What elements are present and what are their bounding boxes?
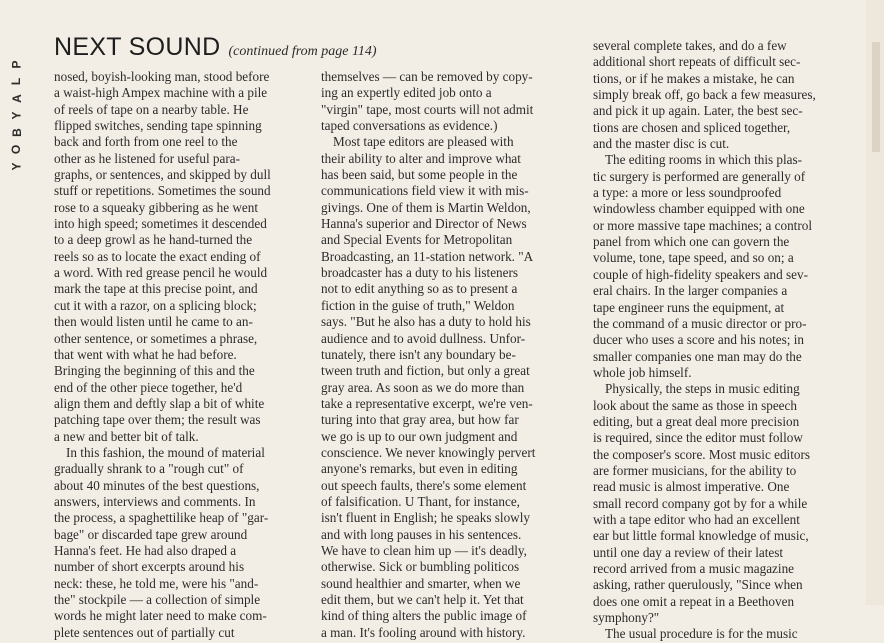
text-line: Physically, the steps in music editing: [605, 381, 800, 397]
text-line: editing, but a great deal more precision: [593, 413, 800, 429]
text-line: out speech faults, there's some element: [321, 477, 527, 493]
text-line: We have to clean him up — it's deadly,: [321, 542, 527, 558]
text-line: a word. With red grease pencil he would: [54, 265, 268, 281]
text-line: ing an expertly edited job onto a: [321, 85, 492, 101]
text-line: about 40 minutes of the best questions,: [54, 477, 260, 493]
text-line: or more massive tape machines; a control: [593, 217, 812, 233]
text-line: otherwise. Sick or bumbling politicos: [321, 559, 520, 575]
text-line: tunately, there isn't any boundary be-: [321, 346, 516, 362]
text-line: tions are chosen and spliced together,: [593, 119, 791, 135]
text-line: to a deep growl as he hand-turned the: [54, 232, 253, 248]
text-line: reels so as to locate the exact ending of: [54, 248, 261, 264]
text-line: mark the tape at this precise point, and: [54, 281, 258, 297]
text-column-1: [54, 69, 305, 641]
text-line: conscience. We never knowingly pervert: [321, 444, 536, 460]
text-line: of reels of tape on a nearby table. He: [54, 101, 249, 117]
text-line: neck: these, he told me, were his "and-: [54, 575, 259, 591]
text-line: couple of high-fidelity speakers and sev-: [593, 266, 808, 282]
text-line: taped conversations as evidence.): [321, 118, 498, 134]
running-head-letter: L: [9, 77, 24, 86]
text-line: we go is up to our own judgment and: [321, 428, 518, 444]
running-head-letter: P: [9, 60, 24, 69]
text-line: anyone's remarks, but even in editing: [321, 461, 518, 477]
text-line: eral chairs. In the larger companies a: [593, 283, 788, 299]
continued-note: (continued from page 114): [228, 44, 377, 59]
running-head-letter: O: [9, 144, 24, 155]
text-line: themselves — can be removed by copy-: [321, 69, 533, 84]
text-line: Hanna's superior and Director of News: [321, 216, 527, 232]
text-line: align them and deftly slap a bit of white: [54, 395, 265, 411]
text-line: ear but little formal knowledge of music,: [593, 528, 809, 544]
text-line: words he might later need to make com-: [54, 608, 267, 624]
text-line: tape engineer runs the equipment, at: [593, 299, 785, 315]
page-edge-mark: [872, 42, 880, 152]
page-edge-strip: [866, 0, 884, 605]
running-head-letter: A: [9, 94, 24, 103]
text-line: gradually shrank to a "rough cut" of: [54, 461, 244, 477]
text-line: simply break off, go back a few measures,: [593, 87, 816, 103]
text-line: answers, interviews and comments. In: [54, 493, 256, 509]
text-line: that went with what he had before.: [54, 346, 237, 362]
text-column-3: [593, 38, 846, 643]
article-title: NEXT SOUND: [54, 33, 221, 61]
text-line: stuff or repetitions. Sometimes the sound: [54, 183, 271, 199]
text-line: their ability to alter and improve what: [321, 150, 521, 166]
text-line: smaller companies one man may do the: [593, 348, 802, 364]
text-line: edit them, but we can't help it. Yet that: [321, 592, 524, 607]
text-line: audience and to avoid dullness. Unfor-: [321, 330, 526, 346]
text-line: additional short repeats of difficult sec-: [593, 54, 801, 70]
text-line: until one day a review of their latest: [593, 544, 784, 560]
text-line: back and forth from one reel to the: [54, 134, 238, 150]
text-line: isn't fluent in English; he speaks slowly: [321, 510, 530, 526]
text-line: "virgin" tape, most courts will not admit: [321, 101, 534, 117]
text-line: volume, tone, tape speed, and so on; a: [593, 250, 794, 266]
text-line: plete sentences out of partially cut: [54, 624, 235, 640]
text-line: sound healthier and smarter, when we: [321, 575, 521, 591]
text-line: number of short excerpts around his: [54, 559, 245, 575]
text-line: The usual procedure is for the music: [605, 626, 798, 642]
article-heading: [54, 33, 377, 62]
text-line: Most tape editors are pleased with: [333, 134, 514, 150]
running-head-letter: Y: [9, 162, 24, 171]
text-line: Bringing the beginning of this and the: [54, 363, 255, 379]
text-line: the" stockpile — a collection of simple: [54, 592, 261, 607]
text-line: not to edit anything so as to present a: [321, 281, 518, 297]
text-line: broadcaster has a duty to his listeners: [321, 265, 519, 281]
text-line: the process, a spaghettilike heap of "gar-: [54, 510, 269, 526]
text-line: a new and better bit of talk.: [54, 428, 199, 444]
text-line: graphs, or sentences, and skipped by dull: [54, 167, 271, 183]
text-line: patching tape over them; the result was: [54, 412, 261, 428]
text-line: panel from which one can govern the: [593, 234, 790, 250]
text-line: record arrived from a music magazine: [593, 561, 795, 576]
text-line: the composer's score. Most music editors: [593, 446, 811, 462]
text-line: other sentence, or sometimes a phrase,: [54, 330, 258, 346]
text-line: small record company got by for a while: [593, 495, 808, 511]
text-line: says. "But he also has a duty to hold his: [321, 314, 531, 330]
text-line: look about the same as those in speech: [593, 397, 797, 413]
text-line: a type: a more or less soundproofed: [593, 185, 782, 201]
text-line: read music is almost imperative. One: [593, 479, 790, 495]
text-line: rose to a squeaky gibbering as he went: [54, 199, 258, 215]
running-head-letter: B: [9, 128, 24, 137]
text-line: The editing rooms in which this plas-: [605, 152, 803, 168]
text-line: bage" or discarded tape grew around: [54, 526, 248, 542]
text-line: take a representative excerpt, we're ven-: [321, 395, 533, 411]
text-line: givings. One of them is Martin Weldon,: [321, 199, 531, 215]
text-line: with a tape editor who had an excellent: [593, 511, 800, 527]
text-line: is required, since the editor must follow: [593, 430, 803, 446]
text-line: kind of thing alters the public image of: [321, 608, 527, 624]
text-line: the command of a music director or pro-: [593, 315, 807, 331]
text-line: ducer who uses a score and his notes; in: [593, 332, 804, 348]
text-line: are former musicians, for the ability to: [593, 462, 797, 478]
text-line: communications field view it with mis-: [321, 183, 529, 199]
text-line: turing into that gray area, but how far: [321, 412, 519, 428]
text-column-2: [321, 69, 575, 641]
text-line: In this fashion, the mound of material: [66, 444, 265, 460]
text-line: of falsification. U Thant, for instance,: [321, 493, 520, 509]
text-line: other as he listened for useful para-: [54, 150, 241, 166]
running-head-vertical: [9, 56, 25, 175]
text-line: then would listen until he came to an-: [54, 314, 253, 330]
text-line: cut it with a razor, on a splicing block;: [54, 297, 257, 313]
text-line: symphony?": [593, 610, 660, 626]
text-line: a waist-high Ampex machine with a pile: [54, 85, 268, 101]
text-line: does one omit a repeat in a Beethoven: [593, 593, 795, 609]
text-line: end of the other piece together, he'd: [54, 379, 243, 395]
text-line: several complete takes, and do a few: [593, 38, 787, 53]
text-line: and with long pauses in his sentences.: [321, 526, 522, 542]
text-line: tween truth and fiction, but only a great: [321, 363, 530, 379]
running-head-letter: Y: [9, 111, 24, 120]
text-line: Broadcasting, an 11-station network. "A: [321, 248, 534, 264]
text-line: gray area. As soon as we do more than: [321, 379, 525, 395]
text-line: and the master disc is cut.: [593, 136, 730, 152]
text-line: asking, rather querulously, "Since when: [593, 577, 803, 593]
text-line: whole job himself.: [593, 364, 692, 380]
text-line: tions, or if he makes a mistake, he can: [593, 70, 795, 86]
text-line: tic surgery is performed are generally of: [593, 168, 806, 184]
text-line: Hanna's feet. He had also draped a: [54, 542, 237, 558]
text-line: and pick it up again. Later, the best sec-: [593, 103, 803, 119]
text-line: flipped switches, sending tape spinning: [54, 118, 262, 134]
text-line: windowless chamber equipped with one: [593, 201, 805, 217]
text-line: a man. It's fooling around with history.: [321, 624, 526, 640]
text-line: into high speed; sometimes it descended: [54, 216, 267, 232]
text-line: nosed, boyish-looking man, stood before: [54, 69, 270, 84]
text-line: and Special Events for Metropolitan: [321, 232, 513, 248]
text-line: fiction in the guise of truth," Weldon: [321, 297, 515, 313]
text-line: has been said, but some people in the: [321, 167, 518, 183]
